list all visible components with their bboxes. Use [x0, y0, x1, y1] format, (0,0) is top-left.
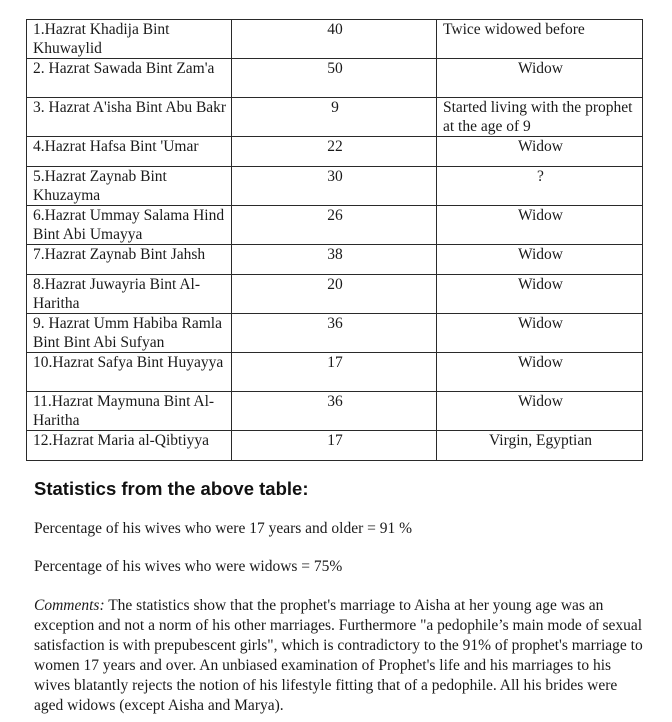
wife-name-cell: 5.Hazrat Zaynab Bint Khuzayma — [27, 167, 232, 206]
wife-name-cell: 1.Hazrat Khadija Bint Khuwaylid — [27, 20, 232, 59]
table-row — [27, 431, 643, 461]
comments-paragraph — [34, 596, 644, 716]
age-cell: 36 — [232, 314, 437, 353]
table-row — [27, 245, 643, 275]
wife-name-cell: 7.Hazrat Zaynab Bint Jahsh — [27, 245, 232, 275]
wife-name-cell: 6.Hazrat Ummay Salama Hind Bint Abi Umayya — [27, 206, 232, 245]
status-cell: Widow — [437, 59, 643, 98]
age-cell: 40 — [232, 20, 437, 59]
wife-name-cell: 8.Hazrat Juwayria Bint Al-Haritha — [27, 275, 232, 314]
age-cell: 9 — [232, 98, 437, 137]
age-cell: 38 — [232, 245, 437, 275]
status-cell: Widow — [437, 314, 643, 353]
status-cell: ? — [437, 167, 643, 206]
wife-name-cell: 3. Hazrat A'isha Bint Abu Bakr — [27, 98, 232, 137]
statistic-widow-percentage: Percentage of his wives who were widows = 75% — [34, 558, 343, 575]
age-cell: 20 — [232, 275, 437, 314]
status-cell: Widow — [437, 245, 643, 275]
status-cell: Widow — [437, 353, 643, 392]
table-row — [27, 137, 643, 167]
table-row — [27, 353, 643, 392]
table-row — [27, 392, 643, 431]
statistic-age-percentage: Percentage of his wives who were 17 years and older = 91 % — [34, 520, 413, 537]
wife-name-cell: 2. Hazrat Sawada Bint Zam'a — [27, 59, 232, 98]
status-cell: Twice widowed before — [437, 20, 643, 59]
status-cell: Started living with the prophet at the age of 9 — [437, 98, 643, 137]
table-row — [27, 206, 643, 245]
status-cell: Widow — [437, 206, 643, 245]
wife-name-cell: 10.Hazrat Safya Bint Huyayya — [27, 353, 232, 392]
wife-name-cell: 11.Hazrat Maymuna Bint Al-Haritha — [27, 392, 232, 431]
wife-name-cell: 9. Hazrat Umm Habiba Ramla Bint Bint Abi Sufyan — [27, 314, 232, 353]
age-cell: 26 — [232, 206, 437, 245]
comments-text: The statistics show that the prophet's marriage to Aisha at her young age was an exception and not a norm of his other marriages. Furthermore "a pedophile’s main mode of sexual satisfaction is with prepubescent girls", which is contradictory to the 91% of prophet's marriage to women 17 years and over. An unbiased examination of Prophet's life and his marriages to his wives blatantly rejects the notion of his lifestyle fitting that of a pedophile. All his brides were aged widows (except Aisha and Marya). — [34, 597, 643, 714]
table-row — [27, 275, 643, 314]
comments-label: Comments: — [34, 597, 105, 614]
table-row — [27, 314, 643, 353]
wife-name-cell: 4.Hazrat Hafsa Bint 'Umar — [27, 137, 232, 167]
status-cell: Virgin, Egyptian — [437, 431, 643, 461]
age-cell: 17 — [232, 431, 437, 461]
status-cell: Widow — [437, 137, 643, 167]
table-row — [27, 59, 643, 98]
table-row — [27, 20, 643, 59]
status-cell: Widow — [437, 392, 643, 431]
age-cell: 22 — [232, 137, 437, 167]
table-row — [27, 167, 643, 206]
age-cell: 17 — [232, 353, 437, 392]
wives-table — [26, 19, 643, 461]
age-cell: 36 — [232, 392, 437, 431]
wife-name-cell: 12.Hazrat Maria al-Qibtiyya — [27, 431, 232, 461]
age-cell: 30 — [232, 167, 437, 206]
status-cell: Widow — [437, 275, 643, 314]
statistics-heading: Statistics from the above table: — [34, 478, 309, 499]
table-row — [27, 98, 643, 137]
age-cell: 50 — [232, 59, 437, 98]
